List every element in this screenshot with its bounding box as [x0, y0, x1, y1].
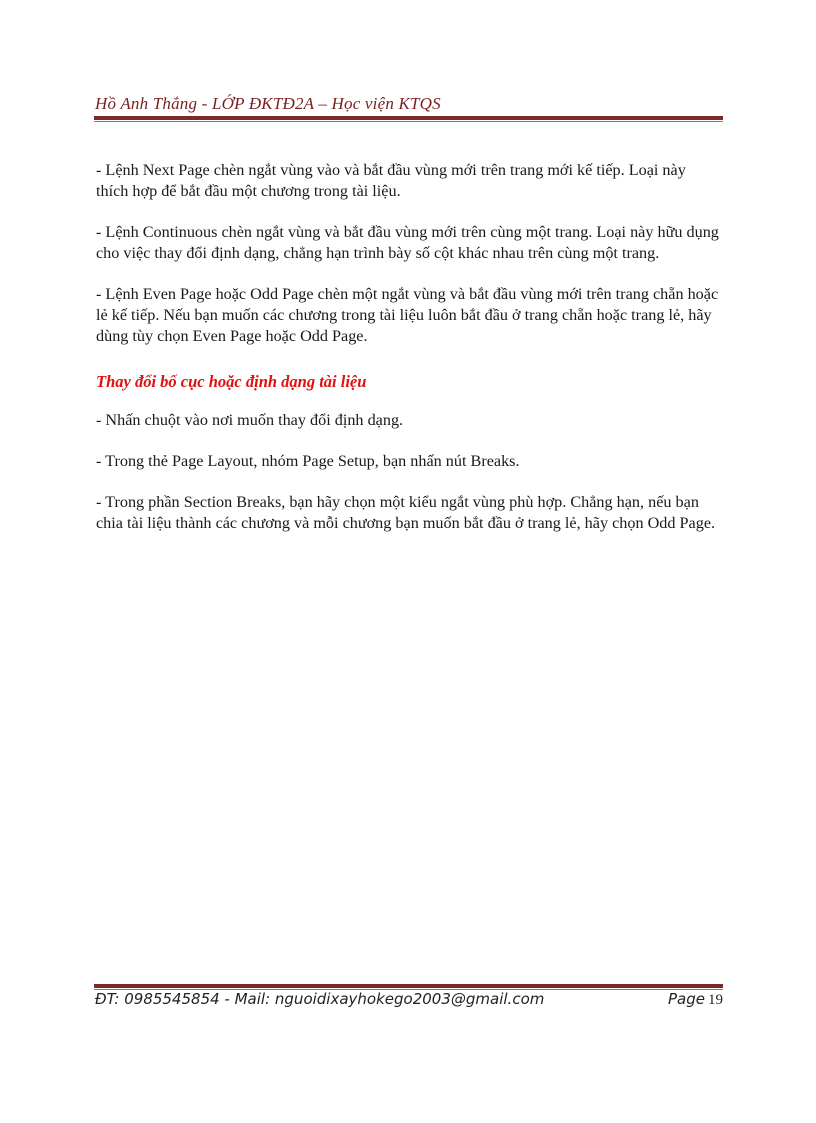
header-rule: [94, 116, 723, 122]
paragraph-even-odd-page: - Lệnh Even Page hoặc Odd Page chèn một ngắt vùng và bắt đầu vùng mới trên trang chẵn hoặc lẻ kế tiếp. Nếu bạn muốn các chương trong tài liệu luôn bắt đầu ở trang chẵn hoặc trang lẻ, hãy dùng tùy chọn Even Page hoặc Odd Page.: [96, 285, 719, 345]
section-heading: Thay đổi bố cục hoặc định dạng tài liệu: [96, 372, 367, 391]
step-page-layout-breaks: - Trong thẻ Page Layout, nhóm Page Setup, bạn nhấn nút Breaks.: [96, 452, 520, 470]
page-indicator: [668, 990, 723, 1009]
document-footer: [95, 990, 723, 1008]
page-label: Page: [668, 990, 705, 1008]
page-content: [96, 160, 722, 554]
document-header: Hồ Anh Thắng - LỚP ĐKTĐ2A – Học viện KTQS: [95, 94, 441, 113]
paragraph-next-page: - Lệnh Next Page chèn ngắt vùng vào và bắt đầu vùng mới trên trang mới kế tiếp. Loại này thích hợp để bắt đầu một chương trong tài liệu.: [96, 161, 686, 200]
page-number: 19: [708, 992, 723, 1008]
paragraph-continuous: - Lệnh Continuous chèn ngắt vùng và bắt đầu vùng mới trên cùng một trang. Loại này hữu dụng cho việc thay đổi định dạng, chẳng hạn trình bày số cột khác nhau trên cùng một trang.: [96, 223, 719, 262]
step-click-location: - Nhấn chuột vào nơi muốn thay đổi định dạng.: [96, 411, 404, 429]
footer-contact: ĐT: 0985545854 - Mail: nguoidixayhokego2003@gmail.com: [95, 990, 545, 1008]
step-section-breaks: - Trong phần Section Breaks, bạn hãy chọn một kiểu ngắt vùng phù hợp. Chẳng hạn, nếu bạn chia tài liệu thành các chương và mỗi chương bạn muốn bắt đầu ở trang lẻ, hãy chọn Odd Page.: [96, 493, 716, 532]
